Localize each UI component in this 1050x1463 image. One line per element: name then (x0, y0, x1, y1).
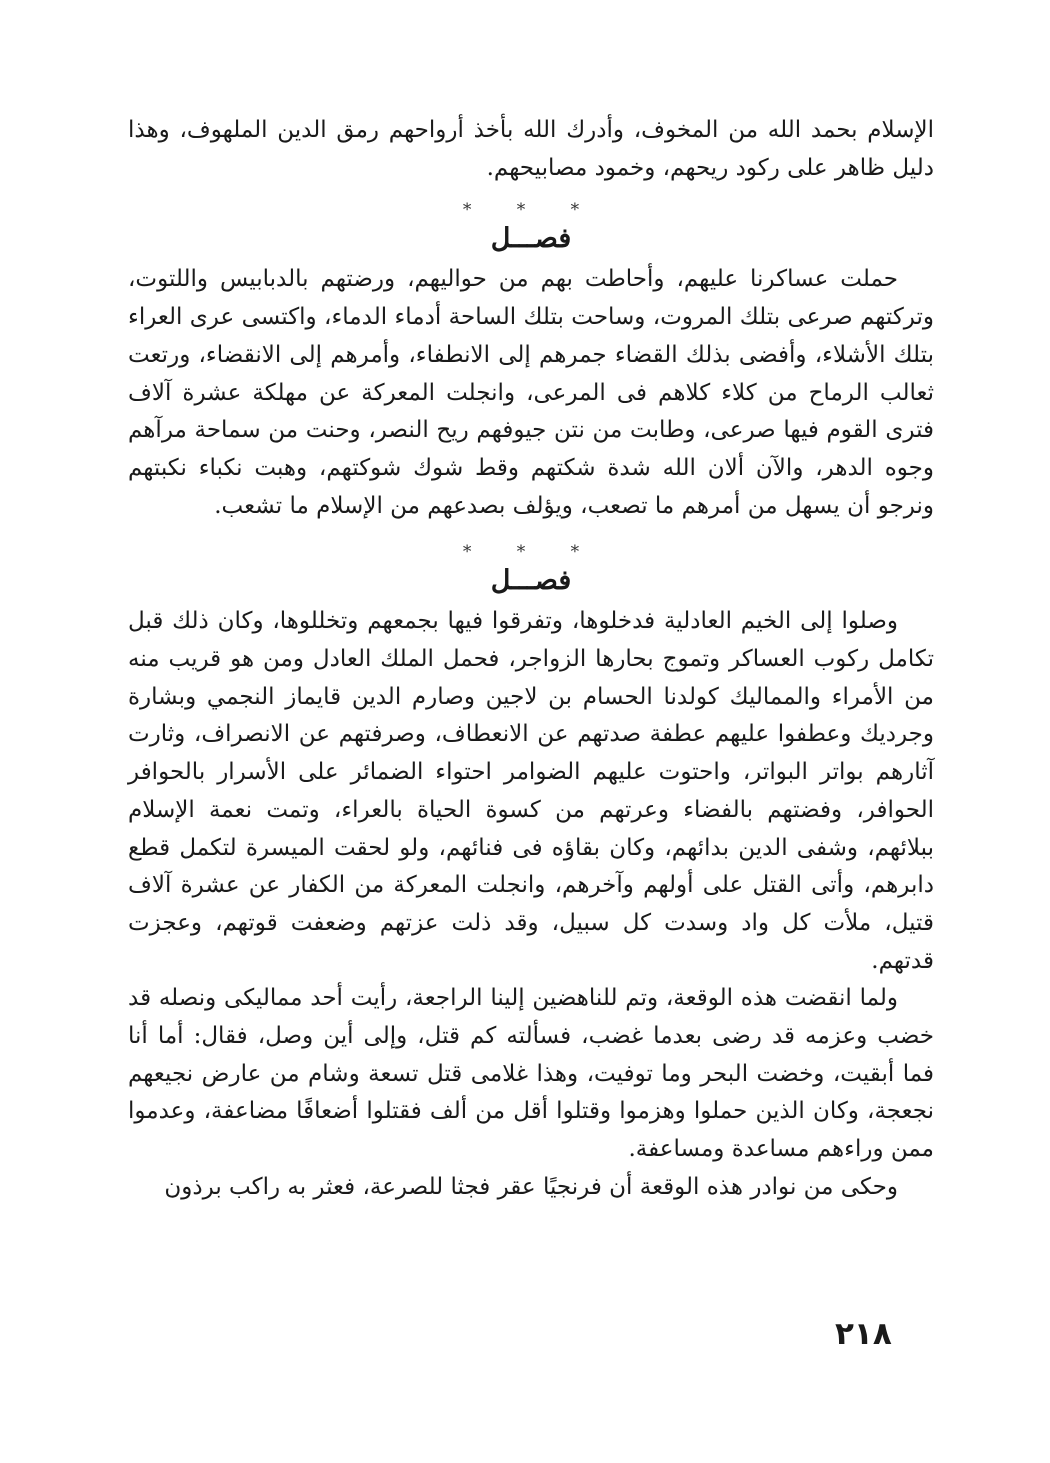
section-separator: * * * (462, 200, 600, 221)
page-body (128, 112, 934, 1207)
section2-paragraph: وصلوا إلى الخيم العادلية فدخلوها، وتفرقوا فيها بجمعهم وتخللوها، وكان ذلك قبل تكامل ركوب العساكر وتموج بحارها الزواجر، فحمل الملك العادل ومن هو قريب منه من الأمراء والمماليك كولدنا الحسام بن لاجين وصارم الدين قايماز النجمي وبشارة وجرديك وعطفوا عليهم عطفة صدتهم عن الانعطاف، وصرفتهم عن الانصراف، وثارت آثارهم بواتر البواتر، واحتوت عليهم الضوامر احتواء الضمائر على الأسرار بالحوافر الحوافر، وفضتهم بالفضاء وعرتهم من كسوة الحياة بالعراء، وتمت نعمة الإسلام ببلائهم، وشفى الدين بدائهم، وكان بقاؤه فى فنائهم، ولو لحقت الميسرة لتكمل قطع دابرهم، وأتى القتل على أولهم وآخرهم، وانجلت المعركة من الكفار عن عشرة آلاف قتيل، ملأت كل واد وسدت كل سبيل، وقد ذلت عزتهم وضعفت قوتهم، وعجزت قدتهم. (128, 608, 934, 974)
page-number: ٢١٨ (835, 1316, 892, 1352)
paragraph-top: الإسلام بحمد الله من المخوف، وأدرك الله بأخذ أرواحهم رمق الدين الملهوف، وهذا دليل ظاهر على ركود ريحهم، وخمود مصابيحهم. (128, 117, 934, 181)
section-heading-2: فصـــل (490, 565, 572, 597)
section2-paragraph: ولما انقضت هذه الوقعة، وتم للناهضين إلينا الراجعة، رأيت أحد مماليكى ونصله قد خضب وعزمه قد رضى بعدما غضب، فسألته كم قتل، وإلى أين وصل، فقال: أما أنا فما أبقيت، وخضت البحر وما توفيت، وهذا غلامى قتل تسعة وشام من عارض نجيعهم نجعجة، وكان الذين حملوا وهزموا وقتلوا أقل من ألف فقتلوا أضعافًا مضاعفة، وعدموا ممن وراءهم مساعدة ومساعفة. (128, 985, 934, 1163)
section-heading-1: فصـــل (490, 223, 572, 255)
section1-paragraph: حملت عساكرنا عليهم، وأحاطت بهم من حواليهم، ورضتهم بالدبابيس واللتوت، وتركتهم صرعى بتلك المروت، وساحت بتلك الساحة أدماء الدماء، واكتسى عرى العراء بتلك الأشلاء، وأفضى بذلك القضاء جمرهم إلى الانطفاء، وأمرهم إلى الانقضاء، ورتعت ثعالب الرماح من كلاء كلاهم فى المرعى، وانجلت المعركة عن مهلكة عشرة آلاف فترى القوم فيها صرعى، وطابت من نتن جيوفهم ريح النصر، وحنت من سماحة مرآهم وجوه الدهر، والآن ألان الله شدة شكتهم وقط شوك شوكتهم، وهبت نكباء نكبتهم ونرجو أن يسهل من أمرهم ما تصعب، ويؤلف بصدعهم من الإسلام ما تشعب. (128, 266, 934, 519)
section2-paragraph: وحكى من نوادر هذه الوقعة أن فرنجيًا عقر فجثا للصرعة، فعثر به راكب برذون (164, 1173, 898, 1200)
section-separator: * * * (462, 542, 600, 563)
